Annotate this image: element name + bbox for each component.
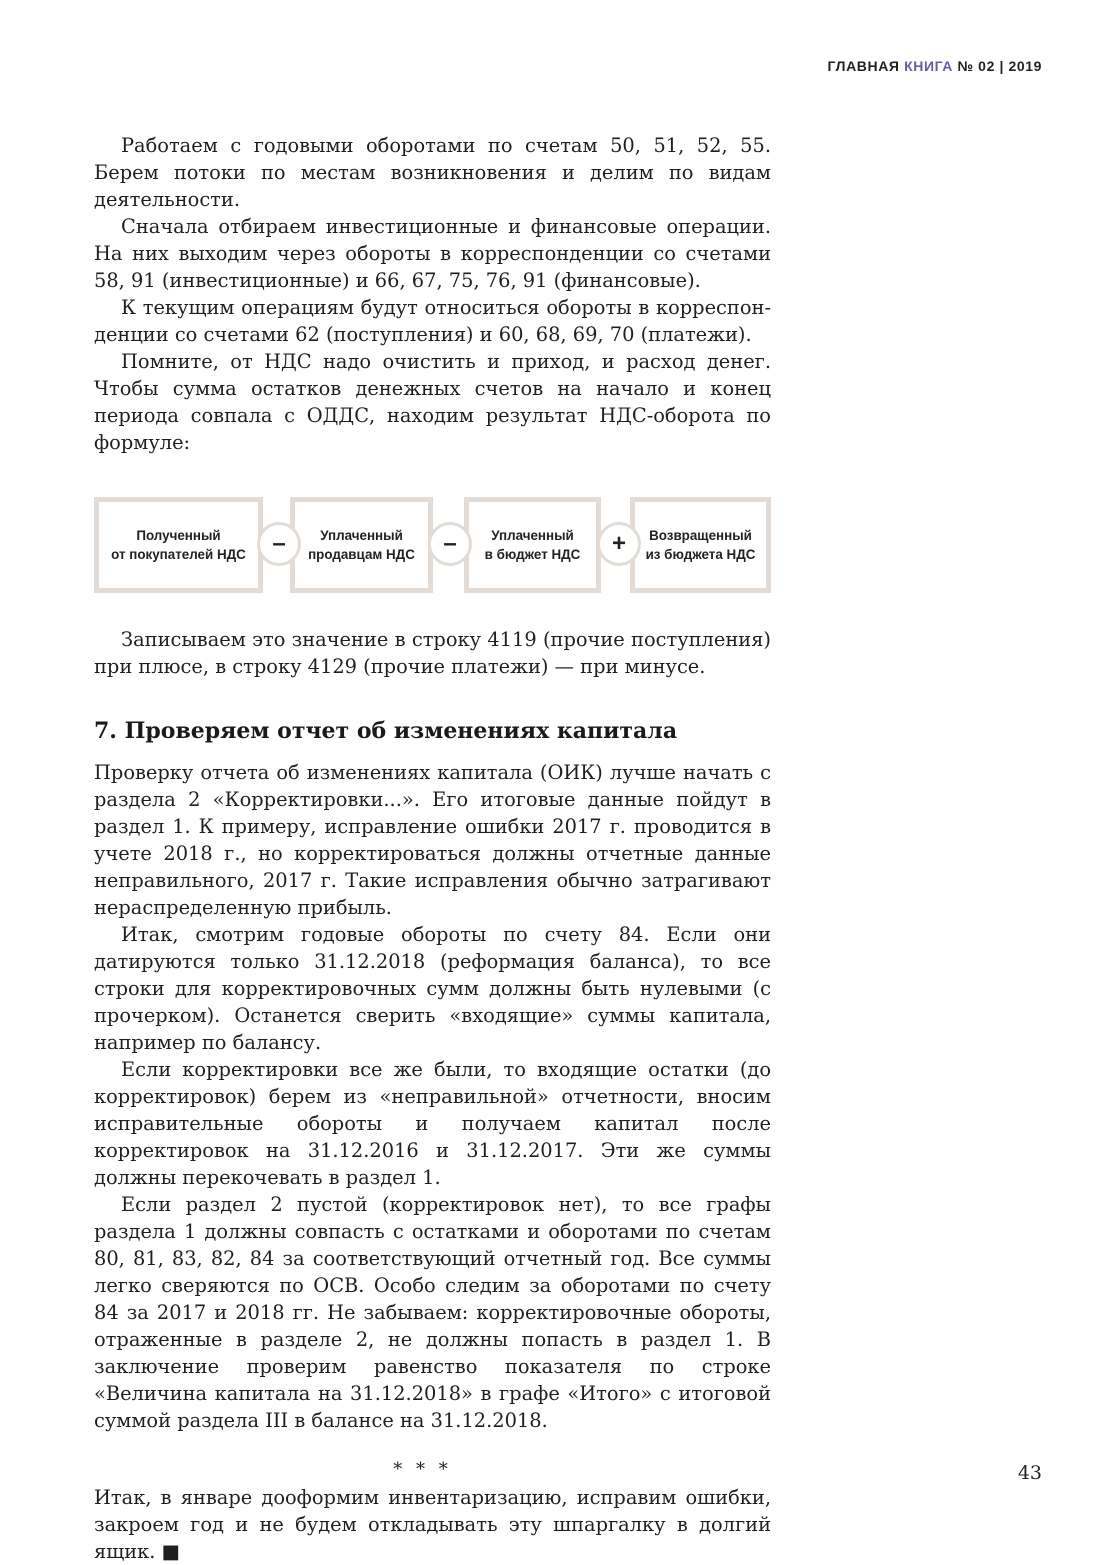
plus-operator: + [597,522,641,566]
paragraph: Проверку отчета об изменениях капитала (ОИК) лучше начать с раздела 2 «Корректировки...». Его итоговые данные пойдут в раздел 1. К примеру, исправление ошибки 2017 г. проводится в учете 2018 г., но корректироваться должны отчетные данные неправильного, 2017 г. Такие исправления обычно затрагивают нераспределенную прибыль. [94,761,771,919]
text-column [94,132,771,1565]
brand-accent: КНИГА [904,58,953,74]
formula-box-line: Уплаченный [491,528,574,543]
paragraph: Помните, от НДС надо очистить и приход, и расход денег. Чтобы сумма остатков денежных счетов на начало и конец периода совпала с ОДДС, находим результат НДС-оборота по формуле: [94,350,771,454]
paragraph: К текущим операциям будут относиться обороты в корреспонденции со счетами 62 (поступления) и 60, 68, 69, 70 (платежи). [94,296,771,346]
section-separator: * * * [393,1459,452,1480]
formula-box-line: Возвращенный [649,528,752,543]
paragraph: Работаем с годовыми оборотами по счетам 50, 51, 52, 55. Берем потоки по местам возникновения и делим по видам деятельности. [94,134,771,211]
paragraph: Если корректировки все же были, то входящие остатки (до корректировок) берем из «неправильной» отчетности, вносим исправительные обороты и получаем капитал после корректировок на 31.12.2016 и 31.12.2017. Эти же суммы должны перекочевать в раздел 1. [94,1058,771,1189]
minus-operator: – [257,522,301,566]
formula-box-line: Полученный [136,528,221,543]
issue-number: № 02 | 2019 [957,58,1042,74]
page-number: 43 [1017,1462,1042,1484]
running-header [827,58,1042,74]
formula-box-refunded-from-budget [630,497,771,593]
paragraph: Записываем это значение в строку 4119 (прочие поступления) при плюсе, в строку 4129 (прочие платежи) — при минусе. [94,628,771,678]
closing-paragraph: Итак, в январе дооформим инвентаризацию, исправим ошибки, закроем год и не будем откладывать эту шпаргалку в долгий ящик. ■ [94,1486,771,1563]
vat-formula-diagram [94,497,771,593]
formula-box-line: продавцам НДС [308,547,415,562]
section-heading: 7. Проверяем отчет об изменениях капитала [94,718,678,744]
formula-box-line: из бюджета НДС [645,547,756,562]
brand-main: ГЛАВНАЯ [827,58,900,74]
formula-box-line: в бюджет НДС [484,547,581,562]
formula-box-received-vat [94,497,263,593]
paragraph: Итак, смотрим годовые обороты по счету 84. Если они датируются только 31.12.2018 (реформация баланса), то все строки для корректировочных сумм должны быть нулевыми (с прочерком). Останется сверить «входящие» суммы капитала, например по балансу. [94,923,771,1054]
paragraph: Если раздел 2 пустой (корректировок нет), то все графы раздела 1 должны совпасть с остатками и оборотами по счетам 80, 81, 83, 82, 84 за соответствующий отчетный год. Все суммы легко сверяются по ОСВ. Особо следим за оборотами по счету 84 за 2017 и 2018 гг. Не забываем: корректировочные обороты, отраженные в разделе 2, не должны попасть в раздел 1. В заключение проверим равенство показателя по строке «Величина капитала на 31.12.2018» в графе «Итого» с итоговой суммой раздела III в балансе на 31.12.2018. [94,1193,771,1432]
formula-box-paid-to-budget [464,497,601,593]
minus-operator: – [428,522,472,566]
formula-box-line: Уплаченный [320,528,403,543]
formula-box-line: от покупателей НДС [111,547,246,562]
paragraph: Сначала отбираем инвестиционные и финансовые операции. На них выходим через обороты в корреспонденции со счетами 58, 91 (инвестиционные) и 66, 67, 75, 76, 91 (финансовые). [94,215,771,292]
formula-box-paid-to-sellers [290,497,433,593]
